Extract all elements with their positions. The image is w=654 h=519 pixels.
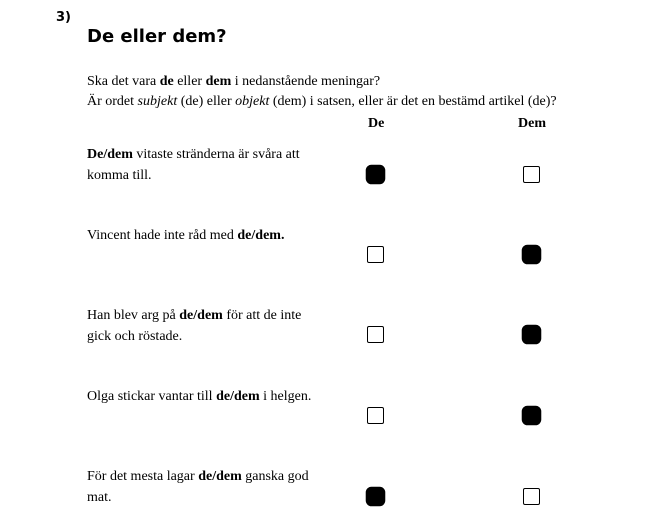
column-header-dem: Dem (518, 116, 546, 131)
sentence-part: de/dem (179, 308, 223, 323)
sentence-part: i helgen. (259, 389, 312, 404)
instruction-line-1: Ska det vara de eller dem i nedanstående meningar? (87, 74, 381, 89)
page-title: De eller dem? (87, 26, 227, 47)
sentence-part: Vincent hade inte råd med (87, 228, 238, 243)
checkbox-dem-1[interactable] (523, 166, 540, 183)
sentence-part: de/dem (198, 469, 242, 484)
sentence-5 (87, 466, 317, 508)
instruction-line-2: Är ordet subjekt (de) eller objekt (dem) i satsen, eller är det en bestämd artikel (de)? (87, 94, 557, 109)
sentence-part: De/dem (87, 147, 133, 162)
checkbox-de-4[interactable] (367, 407, 384, 424)
sentence-part: ganska god mat. (87, 469, 309, 505)
column-header-de: De (368, 116, 385, 131)
checkbox-dem-5[interactable] (523, 488, 540, 505)
checkbox-de-1[interactable] (366, 165, 386, 185)
sentence-part: för att de inte gick och röstade. (87, 308, 302, 344)
sentence-part: Han blev arg på (87, 308, 180, 323)
checkbox-dem-2[interactable] (522, 245, 542, 265)
sentence-4 (87, 386, 317, 407)
checkbox-dem-4[interactable] (522, 406, 542, 426)
checkbox-de-3[interactable] (367, 326, 384, 343)
sentence-part: Olga stickar vantar till (87, 389, 217, 404)
checkbox-de-5[interactable] (366, 487, 386, 507)
sentence-2 (87, 225, 317, 246)
question-number: 3) (56, 10, 71, 25)
sentence-part: de/dem. (237, 228, 285, 243)
checkbox-dem-3[interactable] (522, 325, 542, 345)
sentence-part: de/dem (216, 389, 260, 404)
checkbox-de-2[interactable] (367, 246, 384, 263)
sentence-part: vitaste stränderna är svåra att komma till. (87, 147, 300, 183)
sentence-1 (87, 144, 317, 186)
sentence-3 (87, 305, 317, 347)
sentence-part: För det mesta lagar (87, 469, 199, 484)
